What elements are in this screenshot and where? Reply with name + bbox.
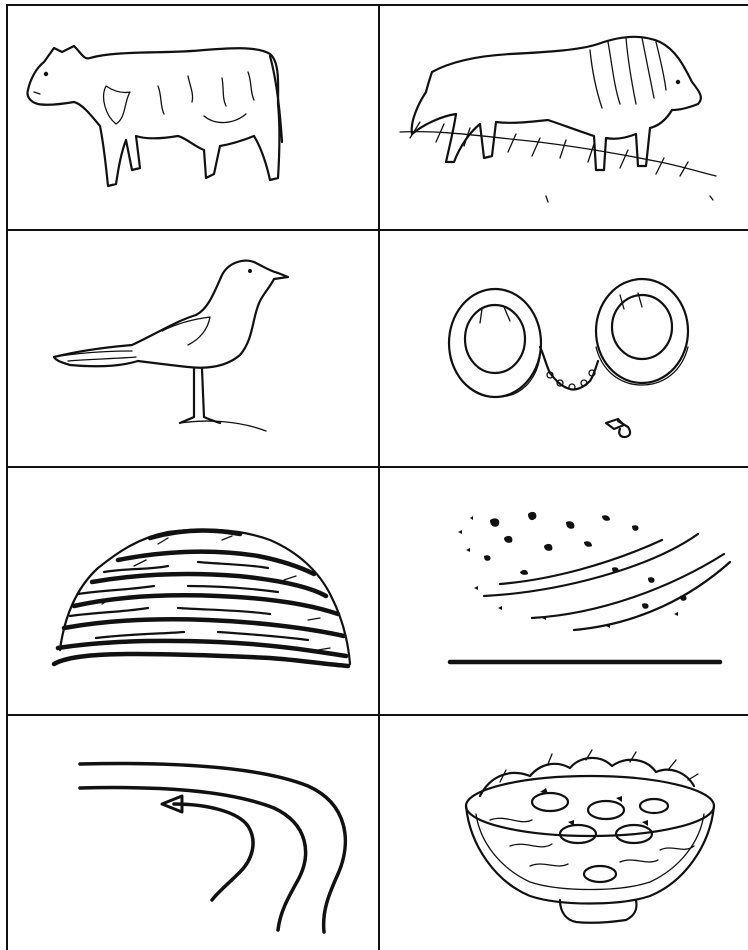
wind-icon xyxy=(380,468,748,714)
picture-card-lion xyxy=(380,6,748,229)
curved-path-icon xyxy=(8,716,378,950)
picture-card-handcuffs xyxy=(380,231,748,466)
seagull-icon xyxy=(8,231,378,466)
cow-icon xyxy=(8,6,378,229)
haystack-icon xyxy=(8,468,378,714)
handcuffs-icon xyxy=(380,231,748,466)
picture-card-wind xyxy=(380,468,748,714)
picture-card-cow xyxy=(8,6,378,229)
picture-card-seagull xyxy=(8,231,378,466)
lion-icon xyxy=(380,6,748,229)
salad-bowl-icon xyxy=(380,716,748,950)
picture-card-salad-bowl xyxy=(380,716,748,950)
picture-card-haystack xyxy=(8,468,378,714)
picture-card-curved-path xyxy=(8,716,378,950)
